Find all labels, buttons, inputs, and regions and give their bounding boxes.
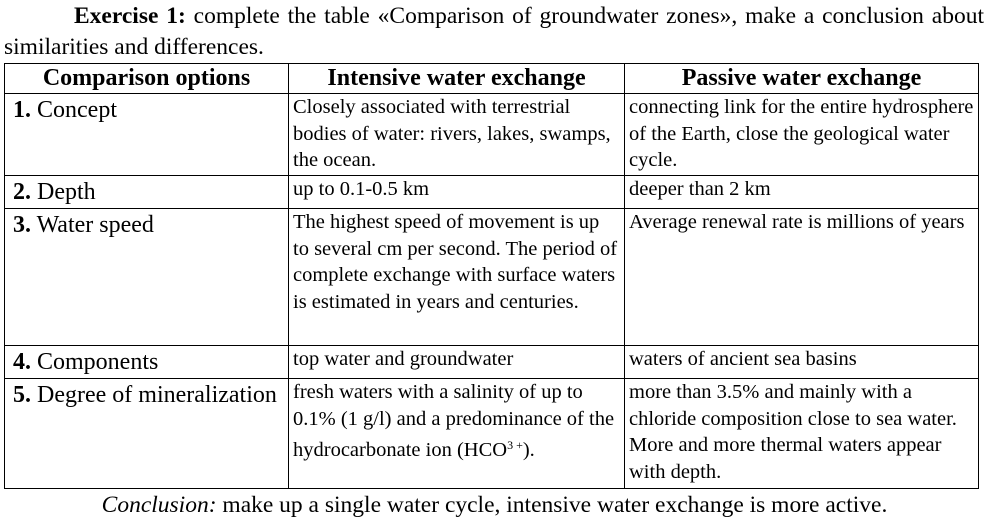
option-number: 4.	[13, 349, 31, 375]
option-cell	[5, 209, 289, 346]
intensive-cell	[289, 379, 625, 489]
intensive-cell: up to 0.1-0.5 km	[289, 176, 625, 209]
passive-cell: Average renewal rate is millions of years	[625, 209, 979, 346]
option-cell	[5, 346, 289, 379]
table-row	[5, 346, 979, 379]
option-cell	[5, 94, 289, 176]
option-number: 2.	[13, 179, 31, 205]
table-row	[5, 209, 979, 346]
option-label: Depth	[37, 179, 96, 205]
option-number: 3.	[13, 212, 31, 238]
exercise-label: Exercise 1:	[74, 3, 186, 29]
exercise-text: complete the table «Comparison of groundwater zones», make a conclusion about similarities and differences.	[4, 3, 984, 60]
intensive-cell: top water and groundwater	[289, 346, 625, 379]
option-number: 1.	[13, 97, 31, 123]
option-number: 5.	[13, 382, 31, 408]
intensive-cell: Closely associated with terrestrial bodies of water: rivers, lakes, swamps, the ocean.	[289, 94, 625, 176]
option-label: Degree of mineralization	[37, 382, 277, 408]
header-comparison-options: Comparison options	[5, 64, 289, 94]
table-header-row	[5, 64, 979, 94]
table-row	[5, 176, 979, 209]
table-row	[5, 94, 979, 176]
option-cell	[5, 176, 289, 209]
passive-cell: waters of ancient sea basins	[625, 346, 979, 379]
exercise-heading	[4, 1, 984, 63]
passive-cell: connecting link for the entire hydrosphere of the Earth, close the geological water cycle.	[625, 94, 979, 176]
table-row	[5, 379, 979, 489]
option-label: Concept	[37, 97, 117, 123]
header-passive: Passive water exchange	[625, 64, 979, 94]
conclusion-text: make up a single water cycle, intensive water exchange is more active.	[222, 492, 888, 518]
option-label: Components	[37, 349, 159, 375]
intensive-text: fresh waters with a salinity of up to 0.1% (1 g/l) and a predominance of the hydrocarbonate ion (HCO	[293, 381, 615, 461]
passive-cell: deeper than 2 km	[625, 176, 979, 209]
option-cell	[5, 379, 289, 489]
intensive-text-end: ).	[522, 439, 535, 461]
passive-cell: more than 3.5% and mainly with a chloride composition close to sea water. More and more thermal waters appear with depth.	[625, 379, 979, 489]
header-intensive: Intensive water exchange	[289, 64, 625, 94]
conclusion	[0, 490, 989, 520]
option-label: Water speed	[36, 212, 154, 238]
comparison-table	[4, 63, 979, 489]
conclusion-label: Conclusion:	[101, 492, 217, 518]
intensive-cell: The highest speed of movement is up to several cm per second. The period of complete exchange with surface waters is estimated in years and centuries.	[289, 209, 625, 346]
superscript-charge: 3 +	[507, 438, 523, 452]
